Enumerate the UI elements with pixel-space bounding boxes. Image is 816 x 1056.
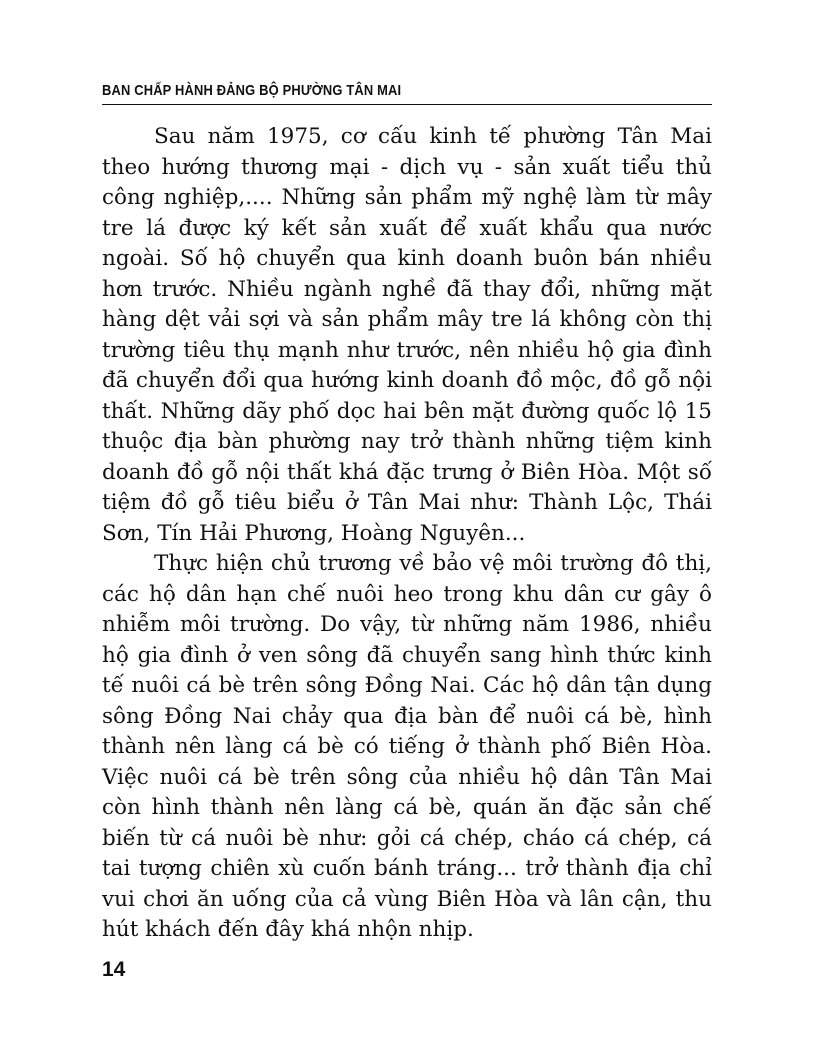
page-number: 14 xyxy=(102,958,126,981)
header-rule xyxy=(102,104,712,105)
paragraph: Thực hiện chủ trương về bảo vệ môi trường đô thị, các hộ dân hạn chế nuôi heo trong khu dân cư gây ô nhiễm môi trường. Do vậy, từ những năm 1986, nhiều hộ gia đình ở ven sông đã chuyển sang hình thức kinh tế nuôi cá bè trên sông Đồng Nai. Các hộ dân tận dụng sông Đồng Nai chảy qua địa bàn để nuôi cá bè, hình thành nên làng cá bè có tiếng ở thành phố Biên Hòa. Việc nuôi cá bè trên sông của nhiều hộ dân Tân Mai còn hình thành nên làng cá bè, quán ăn đặc sản chế biến từ cá nuôi bè như: gỏi cá chép, cháo cá chép, cá tai tượng chiên xù cuốn bánh tráng... trở thành địa chỉ vui chơi ăn uống của cả vùng Biên Hòa và lân cận, thu hút khách đến đây khá nhộn nhịp. xyxy=(102,551,712,942)
running-header: BAN CHẤP HÀNH ĐẢNG BỘ PHƯỜNG TÂN MAI xyxy=(102,82,402,99)
body-text xyxy=(102,122,712,946)
paragraph: Sau năm 1975, cơ cấu kinh tế phường Tân Mai theo hướng thương mại - dịch vụ - sản xuất tiểu thủ công nghiệp,.... Những sản phẩm mỹ nghệ làm từ mây tre lá được ký kết sản xuất để xuất khẩu qua nước ngoài. Số hộ chuyển qua kinh doanh buôn bán nhiều hơn trước. Nhiều ngành nghề đã thay đổi, những mặt hàng dệt vải sợi và sản phẩm mây tre lá không còn thị trường tiêu thụ mạnh như trước, nên nhiều hộ gia đình đã chuyển đổi qua hướng kinh doanh đồ mộc, đồ gỗ nội thất. Những dãy phố dọc hai bên mặt đường quốc lộ 15 thuộc địa bàn phường nay trở thành những tiệm kinh doanh đồ gỗ nội thất khá đặc trưng ở Biên Hòa. Một số tiệm đồ gỗ tiêu biểu ở Tân Mai như: Thành Lộc, Thái Sơn, Tín Hải Phương, Hoàng Nguyên... xyxy=(102,124,712,546)
